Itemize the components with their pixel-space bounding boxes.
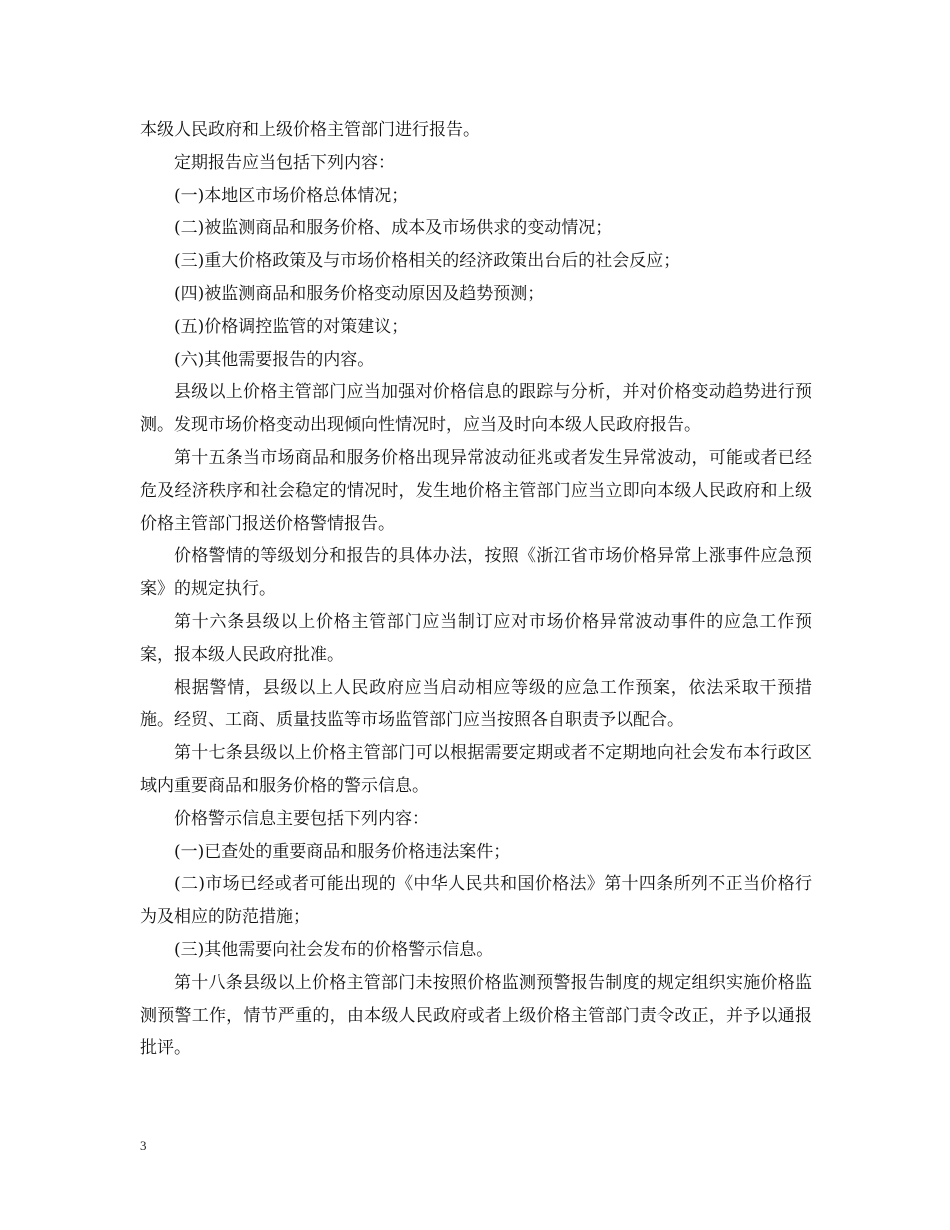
page-number: 3: [140, 1138, 147, 1153]
paragraph-2: 定期报告应当包括下列内容：: [174, 152, 395, 173]
paragraph-5: (三)重大价格政策及与市场价格相关的经济政策出台后的社会反应；: [174, 251, 681, 272]
paragraph-10: 第十五条当市场商品和服务价格出现异常波动征兆或者发生异常波动，可能或者已经危及经济秩序和社会稳定的情况时，发生地价格主管部门应当立即向本级人民政府和上级价格主管部门报送价格警情报告。: [140, 447, 812, 534]
paragraph-6: (四)被监测商品和服务价格变动原因及趋势预测；: [174, 283, 545, 304]
paragraph-19: 第十八条县级以上价格主管部门未按照价格监测预警报告制度的规定组织实施价格监测预警工作，情节严重的，由本级人民政府或者上级价格主管部门责令改正，并予以通报批评。: [140, 972, 812, 1059]
paragraph-9: 县级以上价格主管部门应当加强对价格信息的跟踪与分析，并对价格变动趋势进行预测。发现市场价格变动出现倾向性情况时，应当及时向本级人民政府报告。: [140, 382, 812, 436]
document-body: [140, 114, 812, 1065]
paragraph-1: 本级人民政府和上级价格主管部门进行报告。: [140, 120, 480, 140]
paragraph-16: (一)已查处的重要商品和服务价格违法案件；: [174, 841, 511, 862]
paragraph-13: 根据警情，县级以上人民政府应当启动相应等级的应急工作预案，依法采取干预措施。经贸、工商、质量技监等市场监管部门应当按照各自职责予以配合。: [140, 677, 812, 731]
paragraph-12: 第十六条县级以上价格主管部门应当制订应对市场价格异常波动事件的应急工作预案，报本级人民政府批准。: [140, 611, 812, 665]
paragraph-14: 第十七条县级以上价格主管部门可以根据需要定期或者不定期地向社会发布本行政区域内重要商品和服务价格的警示信息。: [140, 743, 812, 796]
paragraph-17: (二)市场已经或者可能出现的《中华人民共和国价格法》第十四条所列不正当价格行为及相应的防范措施；: [140, 874, 812, 928]
paragraph-7: (五)价格调控监管的对策建议；: [174, 316, 409, 337]
paragraph-11: 价格警情的等级划分和报告的具体办法，按照《浙江省市场价格异常上涨事件应急预案》的规定执行。: [140, 546, 812, 600]
paragraph-15: 价格警示信息主要包括下列内容：: [174, 808, 429, 829]
paragraph-3: (一)本地区市场价格总体情况；: [174, 185, 409, 206]
paragraph-8: (六)其他需要报告的内容。: [174, 349, 375, 370]
paragraph-4: (二)被监测商品和服务价格、成本及市场供求的变动情况；: [174, 218, 613, 239]
paragraph-18: (三)其他需要向社会发布的价格警示信息。: [174, 939, 494, 960]
